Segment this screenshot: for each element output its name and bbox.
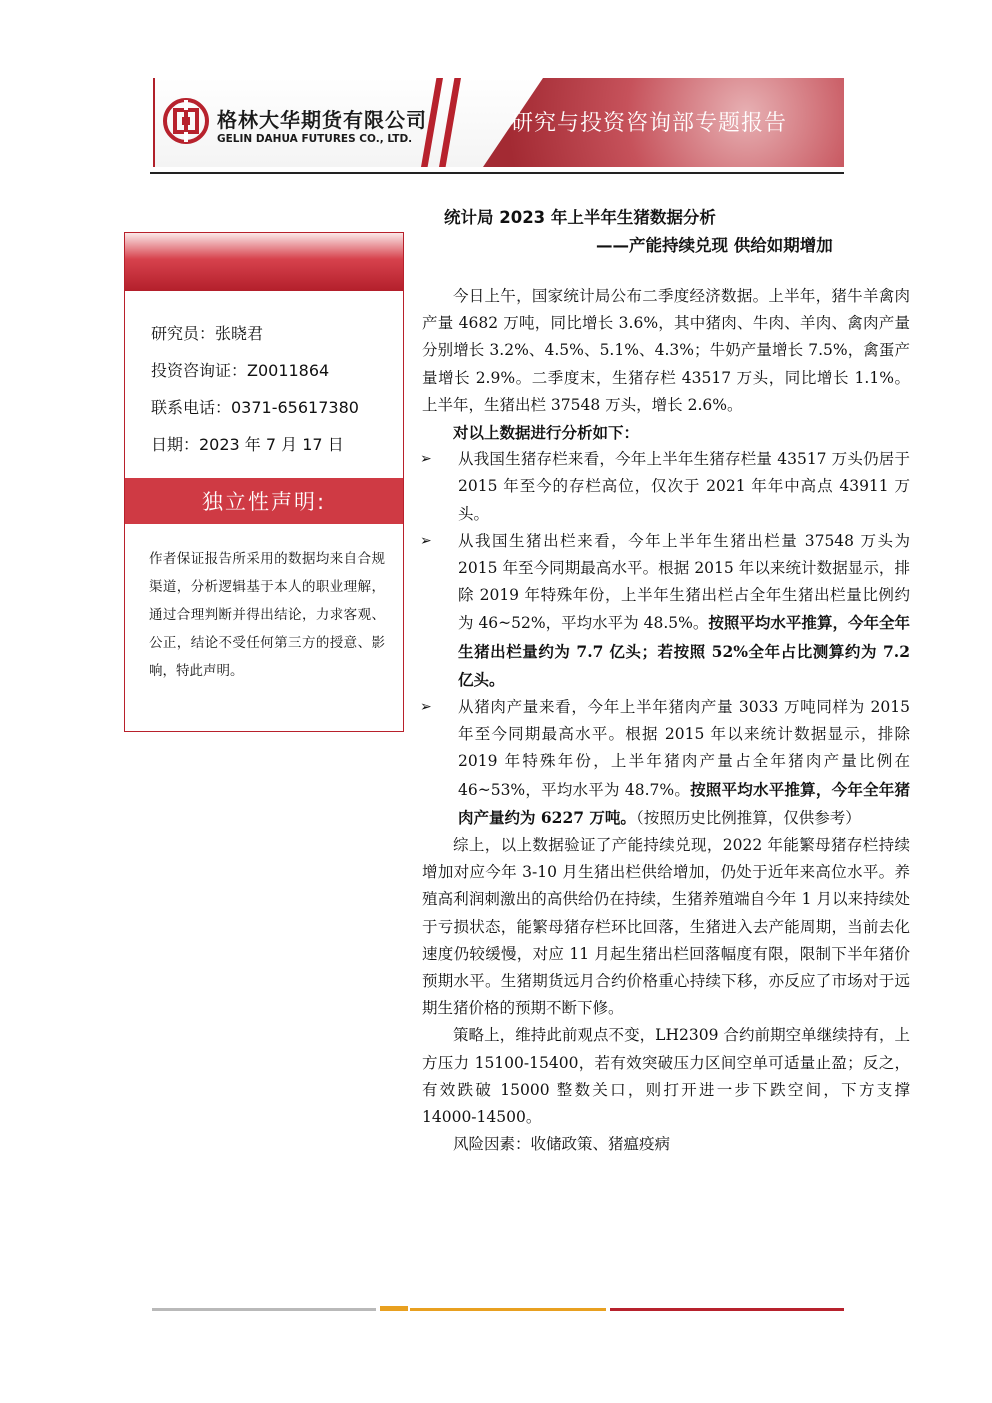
bullet-bold-text: 按照平均水平推算，今年全年猪肉产量约为 6227 万吨。 <box>458 779 910 827</box>
declaration-text: 作者保证报告所采用的数据均来自合规渠道，分析逻辑基于本人的职业理解，通过合理判断并得出结论，力求客观、公正，结论不受任何第三方的授意、影响，特此声明。 <box>149 551 385 679</box>
footer-line-gray <box>152 1308 376 1311</box>
declaration-bar <box>125 478 403 524</box>
footer-line-red <box>610 1308 844 1311</box>
list-item <box>422 446 910 528</box>
arrow-bullet-icon: ➢ <box>420 451 432 468</box>
license-number: 投资咨询证：Z0011864 <box>151 361 330 380</box>
footer-line-accent <box>380 1306 408 1311</box>
bullet-text: 从猪肉产量来看，今年上半年猪肉产量 3033 万吨同样为 2015 年至今同期最高水平。根据 2015 年以来统计数据显示，排除 2019 年特殊年份，上半年猪肉产量占全年猪肉产量比例在 46~53%，平均水平为 48.7%。 <box>458 698 910 799</box>
list-item <box>422 528 910 694</box>
company-logo-icon <box>163 98 209 144</box>
header-banner <box>153 78 844 167</box>
bullet-text: 从我国生猪出栏来看，今年上半年生猪出栏量 37548 万头为 2015 年至今同期最高水平。根据 2015 年以来统计数据显示，排除 2019 年特殊年份，上半年生猪出栏占全年生猪出栏量比例约为 46~52%，平均水平为 48.5%。 <box>458 531 910 633</box>
footer-line-orange <box>410 1308 606 1311</box>
list-item <box>422 694 910 832</box>
report-type-title: 研究与投资咨询部专题报告 <box>511 111 788 136</box>
report-date: 日期：2023 年 7 月 17 日 <box>151 435 344 454</box>
risk-paragraph: 风险因素：收储政策、猪瘟疫病 <box>453 1135 671 1154</box>
header-divider <box>150 172 844 174</box>
arrow-bullet-icon: ➢ <box>420 532 432 549</box>
intro-paragraph: 今日上午，国家统计局公布二季度经济数据。上半年，猪牛羊禽肉产量 4682 万吨，同比增长 3.6%，其中猪肉、牛肉、羊肉、禽肉产量分别增长 3.2%、4.5%、5.1%、4.3%；牛奶产量增长 7.5%，禽蛋产量增长 2.9%。二季度末，生猪存栏 43517 万头，同比增长 1.1%。上半年，生猪出栏 37548 万头，增长 2.6%。 <box>422 287 910 414</box>
report-body <box>422 283 910 1159</box>
contact-phone: 联系电话：0371-65617380 <box>151 398 359 417</box>
declaration-title: 独立性声明: <box>201 490 327 514</box>
report-title: 统计局 2023 年上半年生猪数据分析 <box>444 208 716 227</box>
analysis-heading: 对以上数据进行分析如下： <box>453 423 640 443</box>
info-box-header <box>125 233 403 291</box>
arrow-bullet-icon: ➢ <box>420 699 432 716</box>
author-info-box <box>124 232 404 732</box>
summary-paragraph: 综上，以上数据验证了产能持续兑现，2022 年能繁母猪存栏持续增加对应今年 3-10 月生猪出栏供给增加，仍处于近年来高位水平。养殖高利润刺激出的高供给仍在持续，生猪养殖端自今年 1 月以来持续处于亏损状态，能繁母猪存栏环比回落，生猪进入去产能周期，当前去化速度仍较缓慢，对应 11 月起生猪出栏回落幅度有限，限制下半年猪价预期水平。生猪期货远月合约价格重心持续下移，亦反应了市场对于远期生猪价格的预期不断下修。 <box>422 836 910 1018</box>
bullet-text: 从我国生猪存栏来看，今年上半年生猪存栏量 43517 万头仍居于 2015 年至今的存栏高位，仅次于 2021 年年中高点 43911 万头。 <box>458 450 910 523</box>
report-subtitle: ——产能持续兑现 供给如期增加 <box>596 236 833 255</box>
strategy-paragraph: 策略上，维持此前观点不变，LH2309 合约前期空单继续持有，上方压力 15100-15400，若有效突破压力区间空单可适量止盈；反之，有效跌破 15000 整数关口，则打开进一步下跌空间，下方支撑 14000-14500。 <box>422 1026 910 1127</box>
company-name-cn: 格林大华期货有限公司 <box>217 108 427 132</box>
bullet-bold-text: 按照平均水平推算，今年全年生猪出栏量约为 7.7 亿头；若按照 52%全年占比测算约为 7.2 亿头。 <box>458 613 910 689</box>
researcher: 研究员：张晓君 <box>151 324 264 343</box>
bullet-note: （按照历史比例推算，仅供参考） <box>635 808 861 827</box>
company-name-en: GELIN DAHUA FUTURES CO., LTD. <box>217 133 413 145</box>
